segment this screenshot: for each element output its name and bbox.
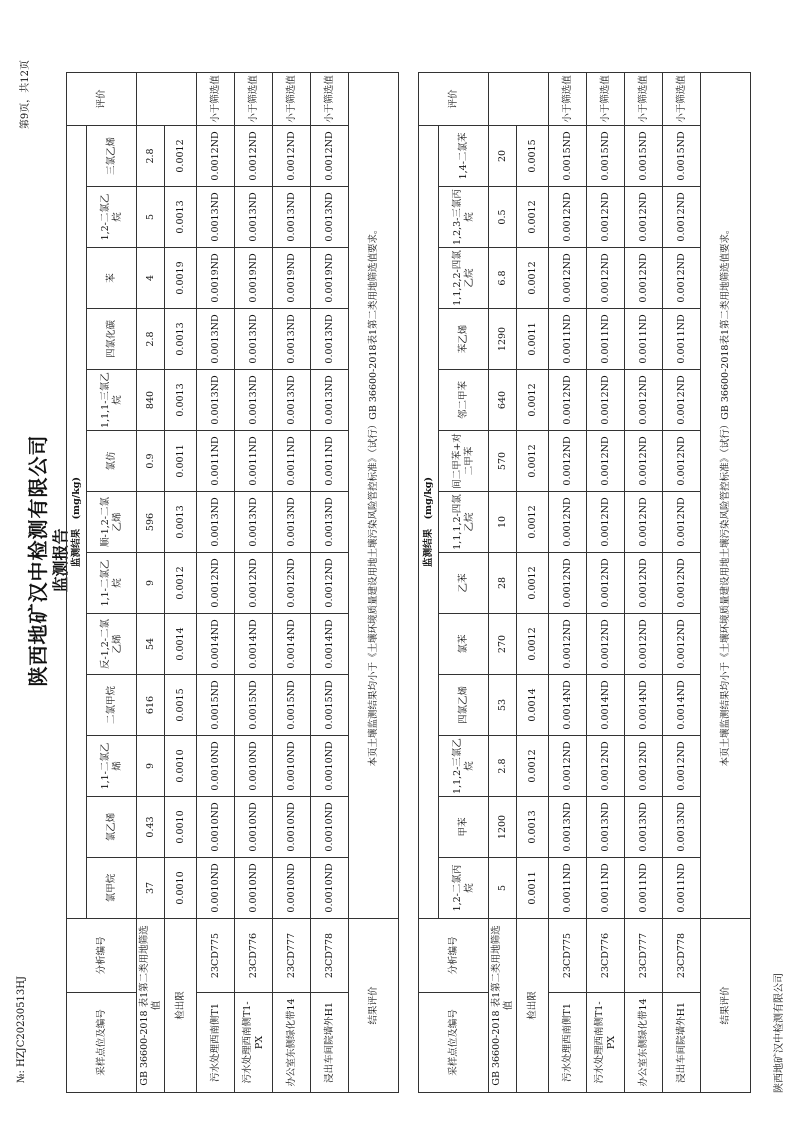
result-value: 0.0019ND [273, 248, 311, 309]
detection-limit-value: 0.0014 [165, 614, 197, 675]
sample-site: 浸出车间院墙外H1 [663, 993, 701, 1093]
parameter-name: 四氯化碳 [87, 309, 137, 370]
result-value: 0.0014ND [197, 614, 235, 675]
result-value: 0.0012ND [273, 553, 311, 614]
result-value: 0.0012ND [625, 370, 663, 431]
table-row [625, 72, 663, 1092]
result-value: 0.0011ND [549, 858, 587, 919]
evaluation: 小于筛选值 [587, 72, 625, 125]
result-value: 0.0015ND [273, 675, 311, 736]
result-value: 0.0015ND [235, 675, 273, 736]
parameter-name: 1,2-二氯丙烷 [439, 858, 489, 919]
result-value: 0.0012ND [587, 187, 625, 248]
sample-site: 污水处理西南侧T1 [197, 993, 235, 1093]
section-title-row [419, 72, 439, 1092]
result-value: 0.0013ND [235, 492, 273, 553]
sample-site: 浸出车间院墙外H1 [311, 993, 349, 1093]
standard-value: 2.8 [137, 309, 165, 370]
result-value: 0.0012ND [235, 553, 273, 614]
detection-limit-value: 0.0012 [517, 248, 549, 309]
evaluation: 小于筛选值 [235, 72, 273, 125]
result-value: 0.0011ND [587, 309, 625, 370]
analysis-id: 23CD775 [549, 919, 587, 993]
standard-value: 9 [137, 553, 165, 614]
analysis-id: 23CD777 [625, 919, 663, 993]
detection-limit-value: 0.0012 [517, 492, 549, 553]
company-name: 陕西地矿汉中检测有限公司 [26, 434, 50, 687]
table-row [311, 72, 349, 1092]
result-value: 0.0012ND [625, 736, 663, 797]
result-value: 0.0014ND [549, 675, 587, 736]
result-value: 0.0012ND [549, 736, 587, 797]
result-value: 0.0010ND [197, 858, 235, 919]
result-value: 0.0014ND [235, 614, 273, 675]
detection-limit-value: 0.0015 [517, 125, 549, 186]
footer-company: 陕西地矿汉中检测有限公司 [774, 973, 785, 1093]
table-row [587, 72, 625, 1092]
result-value: 0.0010ND [235, 797, 273, 858]
parameter-name: 甲苯 [439, 797, 489, 858]
detection-limit-value: 0.0010 [165, 736, 197, 797]
result-value: 0.0011ND [625, 309, 663, 370]
standard-value: 5 [489, 858, 517, 919]
result-value: 0.0010ND [273, 858, 311, 919]
result-value: 0.0012ND [311, 553, 349, 614]
evaluation: 小于筛选值 [625, 72, 663, 125]
sample-site: 污水处理西南侧T1 [549, 993, 587, 1093]
standard-value: 20 [489, 125, 517, 186]
result-value: 0.0013ND [273, 309, 311, 370]
parameter-name: 二氯甲烷 [87, 675, 137, 736]
parameter-name: 1,1-二氯乙烯 [87, 736, 137, 797]
result-value: 0.0012ND [625, 614, 663, 675]
result-value: 0.0013ND [311, 492, 349, 553]
result-value: 0.0015ND [549, 125, 587, 186]
table-row [197, 72, 235, 1092]
standard-eval-cell [489, 72, 549, 125]
detection-limit-value: 0.0013 [165, 187, 197, 248]
detection-limit-label: 检出限 [517, 919, 549, 1093]
parameter-name: 1,2,3-三氯丙烷 [439, 187, 489, 248]
standard-value: 9 [137, 736, 165, 797]
evaluation: 小于筛选值 [311, 72, 349, 125]
result-value: 0.0010ND [197, 797, 235, 858]
parameter-name: 间二甲苯+对二甲苯 [439, 431, 489, 492]
summary-label: 结果评价 [701, 919, 751, 1093]
detection-limit-row [517, 72, 549, 1092]
result-value: 0.0012ND [235, 125, 273, 186]
detection-limit-value: 0.0019 [165, 248, 197, 309]
result-value: 0.0019ND [311, 248, 349, 309]
result-value: 0.0013ND [311, 370, 349, 431]
parameter-name: 乙苯 [439, 553, 489, 614]
result-value: 0.0012ND [197, 553, 235, 614]
result-value: 0.0015ND [587, 125, 625, 186]
result-value: 0.0012ND [663, 736, 701, 797]
result-value: 0.0019ND [235, 248, 273, 309]
parameter-name: 三氯乙烯 [87, 125, 137, 186]
detection-limit-value: 0.0015 [165, 675, 197, 736]
standard-value: 6.8 [489, 248, 517, 309]
detection-limit-value: 0.0012 [517, 553, 549, 614]
result-value: 0.0014ND [587, 675, 625, 736]
result-value: 0.0012ND [625, 492, 663, 553]
results-table-2 [418, 72, 751, 1093]
section-title: 监测结果 (mg/kg) [419, 125, 439, 918]
summary-row [701, 72, 751, 1092]
detection-limit-value: 0.0012 [517, 431, 549, 492]
result-value: 0.0010ND [197, 736, 235, 797]
detection-limit-value: 0.0012 [165, 125, 197, 186]
sample-site: 办公室东侧绿化带14 [273, 993, 311, 1093]
result-value: 0.0010ND [311, 797, 349, 858]
parameter-name: 四氯乙烯 [439, 675, 489, 736]
result-value: 0.0010ND [311, 858, 349, 919]
result-value: 0.0010ND [273, 736, 311, 797]
result-value: 0.0012ND [587, 736, 625, 797]
evaluation-header: 评价 [419, 72, 489, 125]
result-value: 0.0013ND [235, 370, 273, 431]
result-value: 0.0013ND [663, 797, 701, 858]
result-value: 0.0013ND [273, 370, 311, 431]
result-value: 0.0013ND [625, 797, 663, 858]
result-value: 0.0012ND [549, 553, 587, 614]
analysis-id: 23CD776 [587, 919, 625, 993]
result-value: 0.0012ND [311, 125, 349, 186]
result-value: 0.0013ND [197, 492, 235, 553]
analysis-id-header: 分析编号 [419, 919, 489, 993]
detection-limit-value: 0.0013 [165, 309, 197, 370]
standard-value: 616 [137, 675, 165, 736]
parameter-name: 1,1-二氯乙烷 [87, 553, 137, 614]
standard-value: 0.5 [489, 187, 517, 248]
detection-limit-row [165, 72, 197, 1092]
standard-label: GB 36600-2018 表1第二类用地筛选值 [137, 919, 165, 1093]
site-header: 采样点位及编号 [419, 993, 489, 1093]
section-title: 监测结果 (mg/kg) [67, 125, 87, 918]
result-value: 0.0011ND [197, 431, 235, 492]
standard-value: 270 [489, 614, 517, 675]
analysis-id: 23CD775 [197, 919, 235, 993]
result-value: 0.0011ND [549, 309, 587, 370]
result-value: 0.0015ND [197, 675, 235, 736]
detection-limit-value: 0.0014 [517, 675, 549, 736]
detection-limit-value: 0.0011 [517, 309, 549, 370]
parameter-name: 氯苯 [439, 614, 489, 675]
detection-limit-value: 0.0012 [517, 614, 549, 675]
result-value: 0.0012ND [663, 553, 701, 614]
summary-text: 本页土壤监测结果均小于《土壤环境质量建设用地土壤污染风险管控标准》（试行）GB 36600-2018表1第二类用地筛选值要求。 [701, 72, 751, 918]
detection-limit-label: 检出限 [165, 919, 197, 1093]
detection-limit-value: 0.0010 [165, 797, 197, 858]
parameter-name: 苯 [87, 248, 137, 309]
summary-row [349, 72, 399, 1092]
detection-limit-value: 0.0012 [517, 370, 549, 431]
result-value: 0.0015ND [625, 125, 663, 186]
result-value: 0.0012ND [549, 187, 587, 248]
result-value: 0.0012ND [625, 187, 663, 248]
detection-limit-value: 0.0013 [517, 797, 549, 858]
standard-value: 2.8 [137, 125, 165, 186]
result-value: 0.0011ND [235, 431, 273, 492]
result-value: 0.0011ND [663, 309, 701, 370]
result-value: 0.0011ND [663, 858, 701, 919]
result-value: 0.0013ND [587, 797, 625, 858]
summary-text: 本页土壤监测结果均小于《土壤环境质量建设用地土壤污染风险管控标准》（试行）GB 36600-2018表1第二类用地筛选值要求。 [349, 72, 399, 918]
standard-value: 570 [489, 431, 517, 492]
detection-limit-value: 0.0012 [517, 736, 549, 797]
parameter-name: 1,4-二氯苯 [439, 125, 489, 186]
parameter-name: 氯仿 [87, 431, 137, 492]
standard-value: 2.8 [489, 736, 517, 797]
result-value: 0.0011ND [625, 858, 663, 919]
parameter-name: 苯乙烯 [439, 309, 489, 370]
section-title-row [67, 72, 87, 1092]
table-row [235, 72, 273, 1092]
result-value: 0.0011ND [311, 431, 349, 492]
result-value: 0.0013ND [197, 370, 235, 431]
detection-limit-value: 0.0012 [165, 553, 197, 614]
table-row [663, 72, 701, 1092]
standard-value: 53 [489, 675, 517, 736]
table-row [549, 72, 587, 1092]
result-value: 0.0012ND [197, 125, 235, 186]
result-value: 0.0014ND [311, 614, 349, 675]
evaluation: 小于筛选值 [273, 72, 311, 125]
result-value: 0.0013ND [235, 309, 273, 370]
parameter-name: 反-1,2-二氯乙烯 [87, 614, 137, 675]
standard-label: GB 36600-2018 表1第二类用地筛选值 [489, 919, 517, 1093]
result-value: 0.0013ND [235, 187, 273, 248]
standard-eval-cell [137, 72, 197, 125]
site-header: 采样点位及编号 [67, 993, 137, 1093]
parameter-name: 1,2-二氯乙烷 [87, 187, 137, 248]
standard-row [489, 72, 517, 1092]
analysis-id: 23CD778 [311, 919, 349, 993]
result-value: 0.0013ND [273, 187, 311, 248]
detection-limit-value: 0.0012 [517, 187, 549, 248]
analysis-id-header: 分析编号 [67, 919, 137, 993]
evaluation: 小于筛选值 [663, 72, 701, 125]
detection-limit-value: 0.0013 [165, 492, 197, 553]
result-value: 0.0012ND [587, 614, 625, 675]
result-value: 0.0015ND [663, 125, 701, 186]
detection-limit-value: 0.0011 [165, 431, 197, 492]
detection-limit-value: 0.0010 [165, 858, 197, 919]
standard-value: 37 [137, 858, 165, 919]
result-value: 0.0011ND [587, 858, 625, 919]
report-number: №: HZJC20230513HJ [16, 976, 27, 1083]
result-value: 0.0012ND [587, 431, 625, 492]
result-value: 0.0012ND [587, 492, 625, 553]
standard-value: 10 [489, 492, 517, 553]
result-value: 0.0012ND [663, 370, 701, 431]
detection-limit-value: 0.0011 [517, 858, 549, 919]
result-value: 0.0010ND [235, 858, 273, 919]
analysis-id: 23CD778 [663, 919, 701, 993]
result-value: 0.0014ND [273, 614, 311, 675]
standard-value: 0.9 [137, 431, 165, 492]
standard-row [137, 72, 165, 1092]
standard-value: 5 [137, 187, 165, 248]
evaluation: 小于筛选值 [197, 72, 235, 125]
parameter-name: 氯甲烷 [87, 858, 137, 919]
standard-value: 840 [137, 370, 165, 431]
result-value: 0.0012ND [587, 248, 625, 309]
result-value: 0.0013ND [197, 309, 235, 370]
result-value: 0.0012ND [273, 125, 311, 186]
result-value: 0.0012ND [663, 248, 701, 309]
result-value: 0.0012ND [625, 431, 663, 492]
result-value: 0.0012ND [549, 370, 587, 431]
summary-label: 结果评价 [349, 919, 399, 1093]
parameter-name: 邻二甲苯 [439, 370, 489, 431]
result-value: 0.0013ND [197, 187, 235, 248]
evaluation: 小于筛选值 [549, 72, 587, 125]
result-value: 0.0013ND [311, 187, 349, 248]
standard-value: 596 [137, 492, 165, 553]
parameter-name: 1,1,1,2-四氯乙烷 [439, 492, 489, 553]
sample-site: 污水处理西南侧T1-PX [587, 993, 625, 1093]
detection-limit-value: 0.0013 [165, 370, 197, 431]
result-value: 0.0014ND [625, 675, 663, 736]
parameter-name: 1,1,2-三氯乙烷 [439, 736, 489, 797]
standard-value: 54 [137, 614, 165, 675]
result-value: 0.0013ND [549, 797, 587, 858]
result-value: 0.0013ND [311, 309, 349, 370]
result-value: 0.0010ND [235, 736, 273, 797]
result-value: 0.0012ND [663, 187, 701, 248]
result-value: 0.0015ND [311, 675, 349, 736]
parameter-name: 氯乙烯 [87, 797, 137, 858]
report-title: 监测报告 [51, 528, 70, 593]
standard-value: 1290 [489, 309, 517, 370]
result-value: 0.0012ND [587, 553, 625, 614]
standard-value: 0.43 [137, 797, 165, 858]
result-value: 0.0012ND [663, 492, 701, 553]
standard-value: 1200 [489, 797, 517, 858]
parameter-name: 1,1,2,2-四氯乙烷 [439, 248, 489, 309]
result-value: 0.0019ND [197, 248, 235, 309]
parameter-name: 顺-1,2-二氯乙烯 [87, 492, 137, 553]
standard-value: 4 [137, 248, 165, 309]
standard-value: 640 [489, 370, 517, 431]
standard-value: 28 [489, 553, 517, 614]
result-value: 0.0011ND [273, 431, 311, 492]
result-value: 0.0012ND [549, 248, 587, 309]
result-value: 0.0012ND [625, 553, 663, 614]
sample-site: 污水处理西南侧T1-PX [235, 993, 273, 1093]
result-value: 0.0012ND [587, 370, 625, 431]
evaluation-header: 评价 [67, 72, 137, 125]
analysis-id: 23CD776 [235, 919, 273, 993]
result-value: 0.0012ND [663, 431, 701, 492]
sample-site: 办公室东侧绿化带14 [625, 993, 663, 1093]
page-info: 第9页，共12页 [20, 60, 31, 130]
table-row [273, 72, 311, 1092]
result-value: 0.0010ND [273, 797, 311, 858]
result-value: 0.0014ND [663, 675, 701, 736]
result-value: 0.0012ND [625, 248, 663, 309]
result-value: 0.0012ND [549, 614, 587, 675]
parameter-name: 1,1,1-三氯乙烷 [87, 370, 137, 431]
result-value: 0.0012ND [549, 431, 587, 492]
result-value: 0.0010ND [311, 736, 349, 797]
analysis-id: 23CD777 [273, 919, 311, 993]
result-value: 0.0012ND [663, 614, 701, 675]
result-value: 0.0012ND [549, 492, 587, 553]
results-table-1 [66, 72, 399, 1093]
result-value: 0.0013ND [273, 492, 311, 553]
